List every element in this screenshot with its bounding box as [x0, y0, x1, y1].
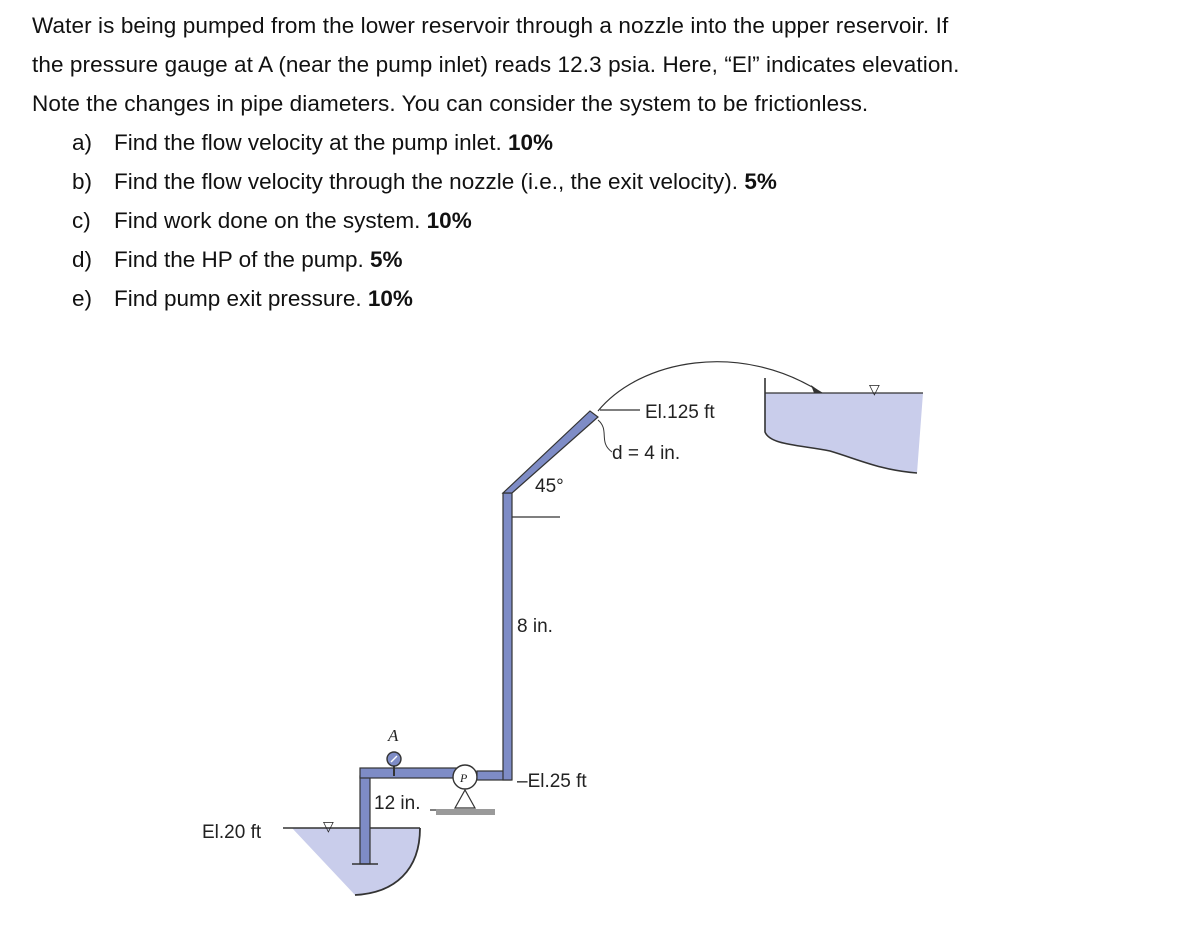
question-text: Find work done on the system. [114, 208, 421, 233]
riser-diameter-label: 8 in. [517, 616, 553, 637]
nozzle-elevation-label: El.125 ft [645, 402, 715, 423]
riser-pipe [503, 493, 512, 780]
question-marker: d) [72, 247, 93, 272]
lower-reservoir-water [292, 828, 420, 895]
question-marker: e) [72, 286, 93, 311]
pump-stand [455, 790, 475, 808]
inlet-diameter-label: 12 in. [374, 793, 421, 814]
question-text: Find the HP of the pump. [114, 247, 364, 272]
pump-elevation-label: –El.25 ft [517, 771, 587, 792]
bend-angle-label: 45° [535, 476, 564, 497]
gauge-point-label: A [388, 726, 399, 745]
intro-line: the pressure gauge at A (near the pump inlet) reads 12.3 psia. Here, “El” indicates elevation. [32, 52, 960, 77]
question-weight: 5% [370, 247, 403, 272]
nozzle-diameter-leader [598, 420, 612, 452]
suction-pipe-vertical [360, 776, 370, 864]
question-text: Find the flow velocity at the pump inlet. [114, 130, 502, 155]
question-text: Find the flow velocity through the nozzle (i.e., the exit velocity). [114, 169, 739, 194]
lower-reservoir-elevation-label: El.20 ft [202, 822, 262, 843]
lower-surface-symbol: ▽ [323, 818, 334, 834]
question-weight: 5% [744, 169, 777, 194]
suction-pipe-horizontal [360, 768, 460, 778]
pump-symbol-label: P [460, 771, 468, 785]
intro-line: Note the changes in pipe diameters. You can consider the system to be frictionless. [32, 91, 869, 116]
jet-arrowhead [811, 385, 822, 393]
question-marker: a) [72, 130, 93, 155]
nozzle-diameter-label: d = 4 in. [612, 443, 681, 464]
question-text: Find pump exit pressure. [114, 286, 362, 311]
intro-line: Water is being pumped from the lower reservoir through a nozzle into the upper reservoir. If [32, 13, 949, 38]
upper-reservoir-water [765, 393, 923, 473]
question-weight: 10% [507, 130, 554, 155]
question-weight: 10% [426, 208, 472, 233]
upper-surface-symbol: ▽ [869, 381, 880, 397]
pump-base [436, 809, 495, 815]
question-marker: b) [72, 169, 93, 194]
question-marker: c) [72, 208, 91, 233]
question-weight: 10% [367, 286, 413, 311]
